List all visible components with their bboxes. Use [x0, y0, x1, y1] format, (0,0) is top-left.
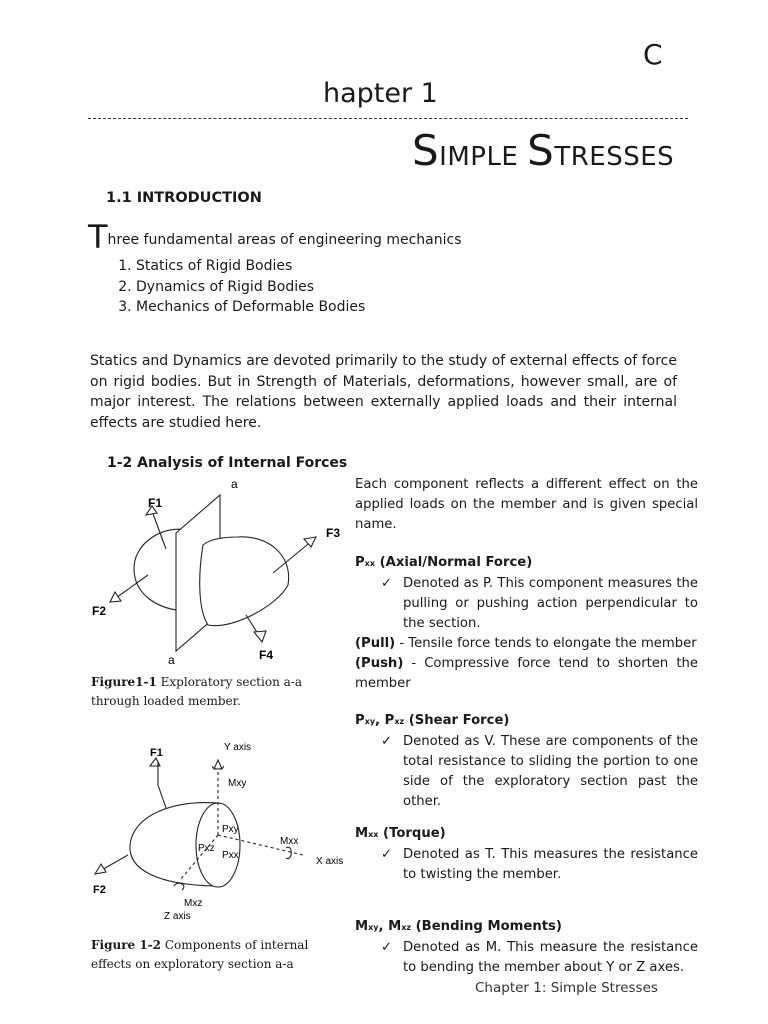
label-pxz: Pxz — [198, 843, 215, 854]
figure-exploratory-section — [88, 475, 348, 670]
label-f1: F1 — [150, 747, 163, 759]
label-z-axis: Z axis — [164, 911, 191, 922]
label-f2: F2 — [92, 604, 107, 618]
page-footer: Chapter 1: Simple Stresses — [475, 980, 658, 996]
chapter-title: SIMPLE STRESSES — [412, 126, 675, 175]
shear-force-check: ✓ Denoted as V. These are components of the total resistance to sliding the portion to one side of the exploratory section past the other. — [381, 734, 698, 809]
figure-1-1-caption: Figure1-1 Exploratory section a-a through loaded member. — [91, 675, 302, 708]
checkmark-icon: ✓ — [381, 734, 393, 749]
shear-force-block — [355, 711, 698, 812]
label-mxz: Mxz — [184, 898, 203, 909]
figure-internal-effects — [88, 740, 353, 930]
label-y-axis: Y axis — [224, 742, 252, 753]
axial-force-check: ✓ Denoted as P. This component measures the pulling or pushing action perpendicular to the section. — [381, 576, 698, 631]
intro-first-line: Three fundamental areas of engineering mechanics — [88, 218, 462, 256]
list-item: 3. Mechanics of Deformable Bodies — [136, 297, 365, 318]
bending-block — [355, 917, 698, 978]
label-f3: F3 — [326, 526, 341, 540]
label-mxy: Mxy — [228, 778, 247, 789]
label-pxx: Pxx — [222, 850, 239, 861]
checkmark-icon: ✓ — [381, 940, 393, 955]
push-line: (Push) - Compressive force tend to shorten the member — [355, 656, 698, 691]
axial-force-heading: Pxx (Axial/Normal Force) — [355, 555, 533, 570]
label-f1: F1 — [148, 496, 163, 510]
torque-block — [355, 824, 698, 885]
axial-force-block — [355, 553, 698, 694]
section-heading-introduction: 1.1 INTRODUCTION — [106, 190, 262, 206]
torque-check: ✓ Denoted as T. This measures the resistance to twisting the member. — [381, 847, 698, 882]
intro-paragraph: Statics and Dynamics are devoted primarily to the study of external effects of force on rigid bodies. But in Strength of Materials, deformations, however small, are of major interest. The relations between externally applied loads and their internal effects are studied here. — [90, 353, 677, 431]
label-f4: F4 — [259, 648, 274, 662]
mechanics-areas-list — [90, 256, 365, 318]
checkmark-icon: ✓ — [381, 576, 393, 591]
label-pxy: Pxy — [222, 824, 239, 835]
pull-line: (Pull) - Tensile force tends to elongate the member — [355, 636, 697, 651]
label-a-bottom: a — [168, 653, 175, 667]
label-x-axis: X axis — [316, 856, 344, 867]
chapter-initial: C — [643, 38, 663, 71]
bending-check: ✓ Denoted as M. This measure the resistance to bending the member about Y or Z axes. — [381, 940, 698, 975]
torque-heading: Mxx (Torque) — [355, 826, 446, 841]
label-mxx: Mxx — [280, 836, 299, 847]
list-item: 2. Dynamics of Rigid Bodies — [136, 277, 365, 298]
chapter-heading: hapter 1 — [323, 78, 438, 109]
shear-force-heading: Pxy, Pxz (Shear Force) — [355, 713, 510, 728]
dashed-divider — [88, 118, 688, 119]
checkmark-icon: ✓ — [381, 847, 393, 862]
section-heading-internal-forces: 1-2 Analysis of Internal Forces — [107, 455, 348, 471]
bending-heading: Mxy, Mxz (Bending Moments) — [355, 919, 562, 934]
list-item: 1. Statics of Rigid Bodies — [136, 256, 365, 277]
label-f2: F2 — [93, 884, 106, 896]
label-a-top: a — [231, 477, 238, 491]
components-intro: Each component reflects a different effect on the applied loads on the member and is given special name. — [355, 477, 698, 532]
figure-1-2-caption: Figure 1-2 Components of internal effects on exploratory section a-a — [91, 938, 309, 971]
